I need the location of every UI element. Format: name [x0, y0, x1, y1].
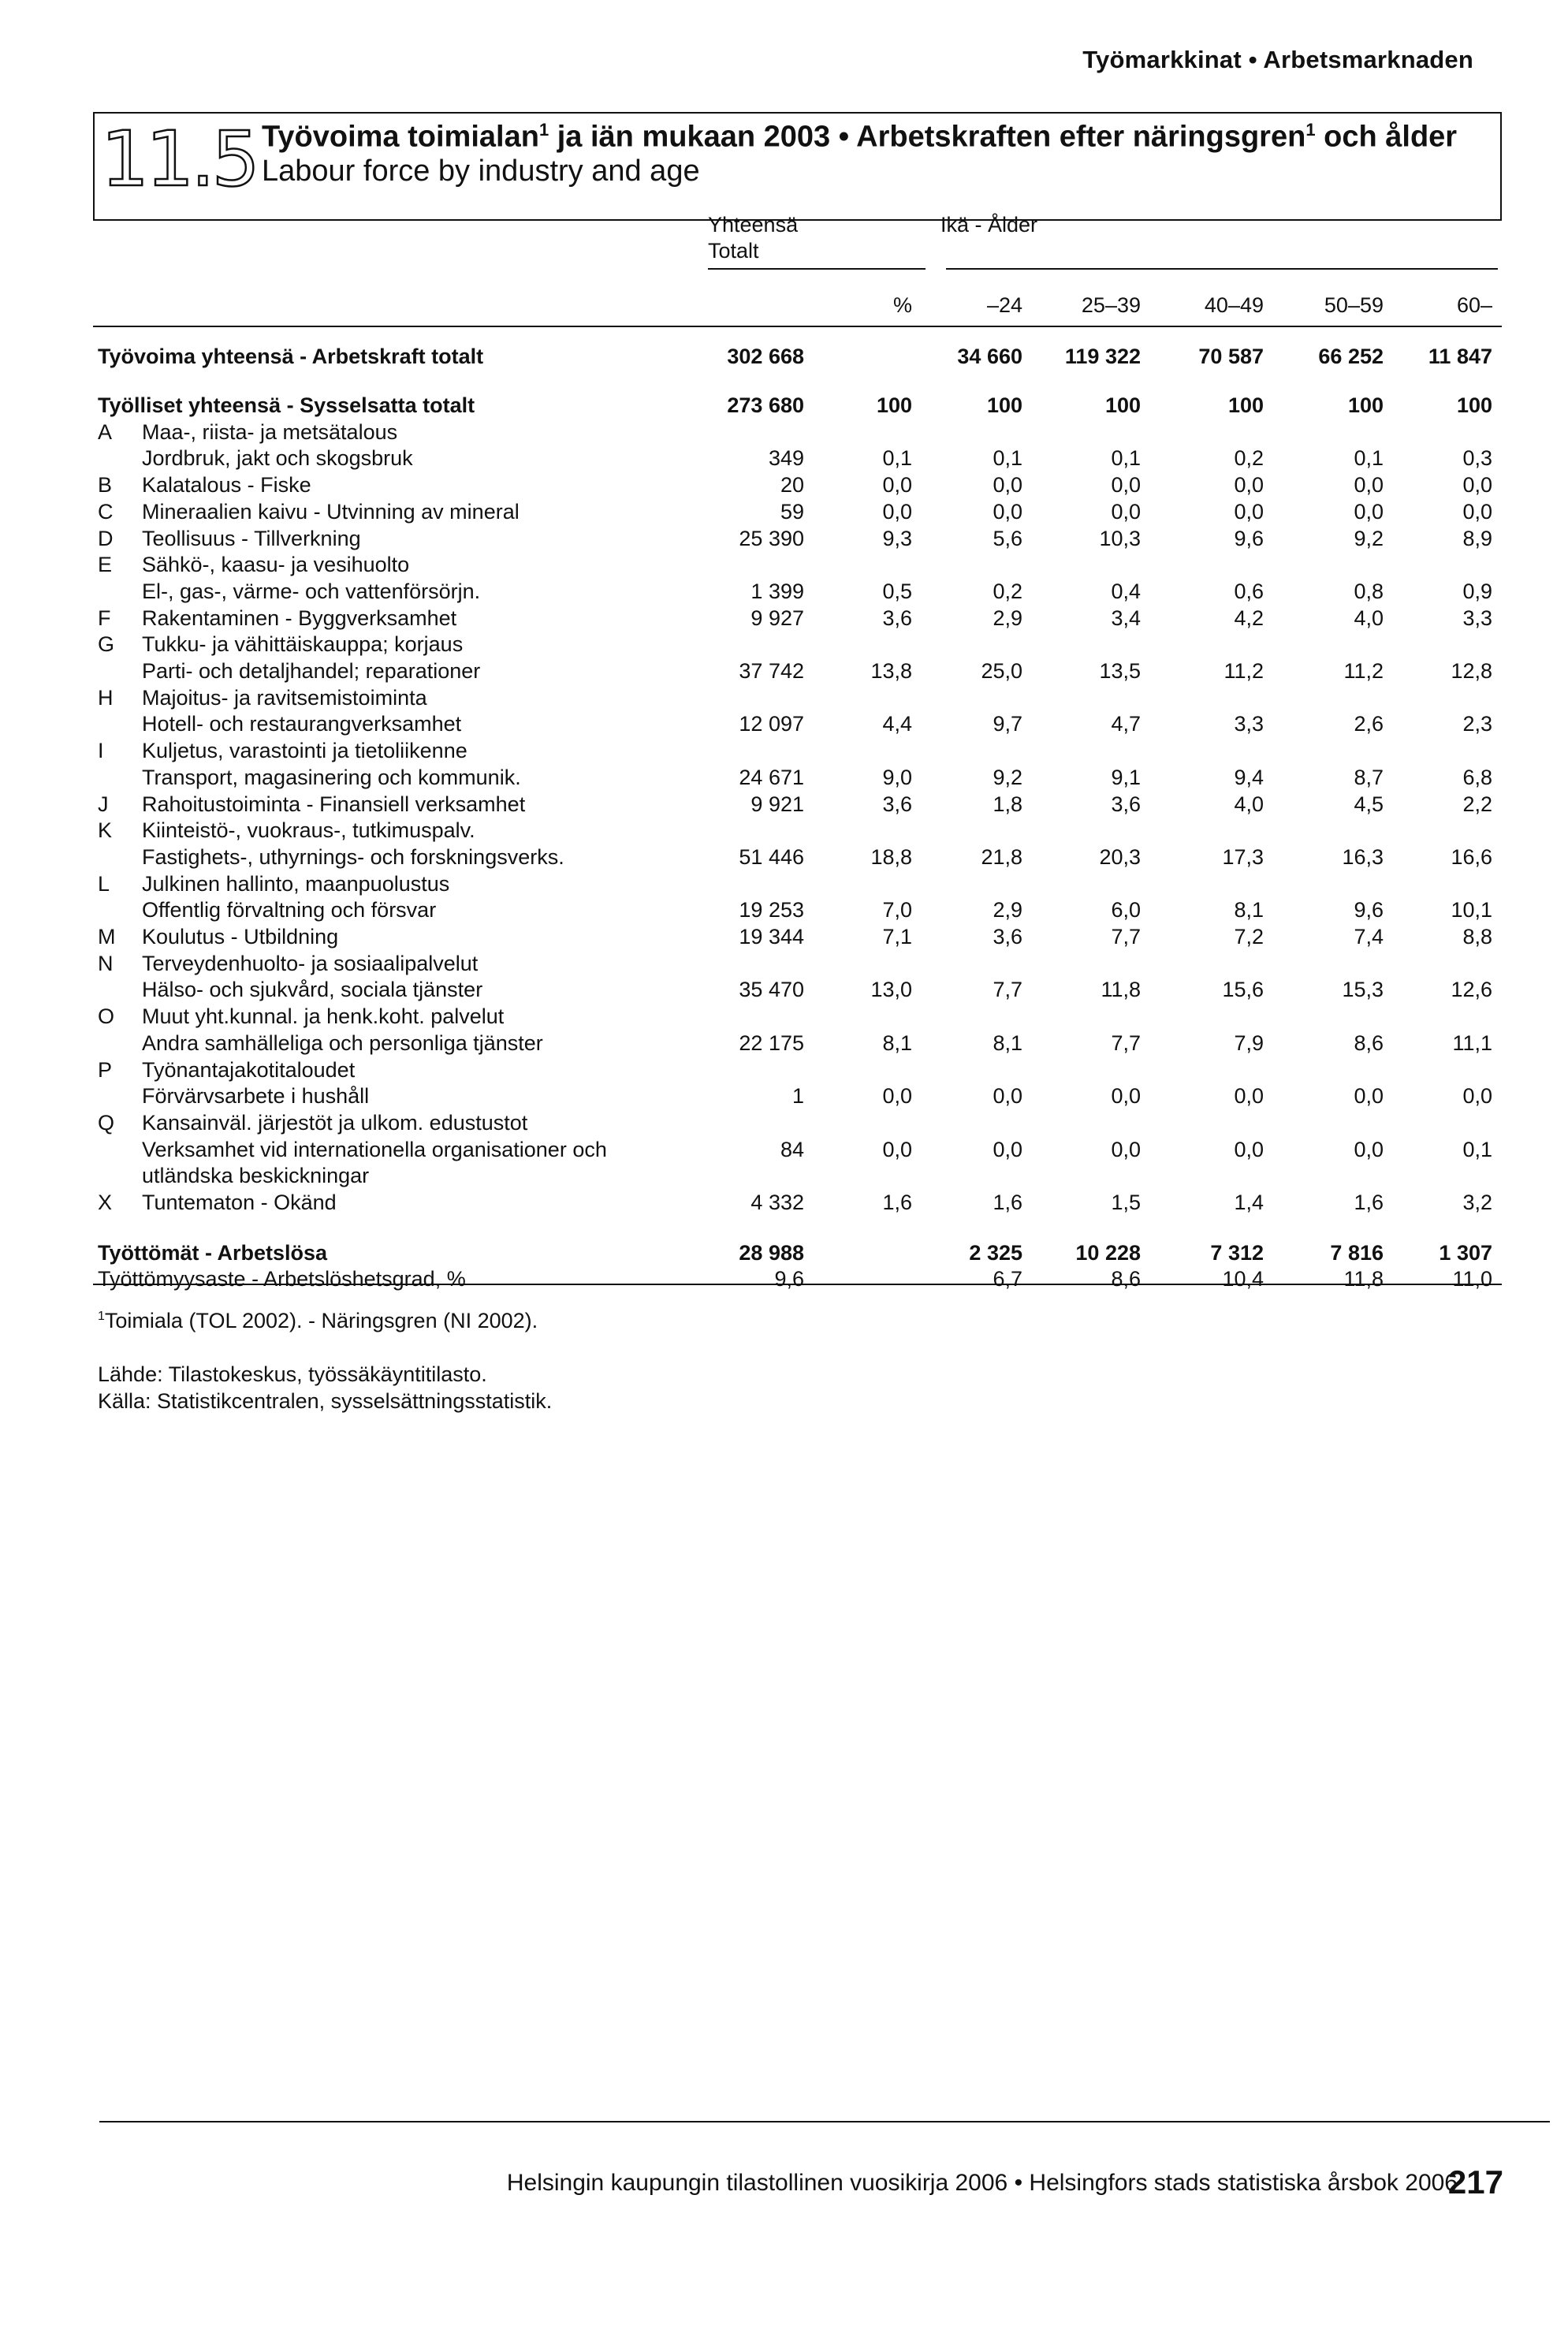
row-label: Julkinen hallinto, maanpuolustus: [142, 871, 450, 896]
industry-code: M: [98, 925, 116, 948]
table-cell: 0,5: [882, 579, 912, 603]
table-cell: 4 332: [750, 1191, 804, 1214]
table-cell: 4,5: [1354, 792, 1384, 816]
table-cell: 0,0: [1234, 473, 1264, 498]
title-part-2: ja iän mukaan 2003 • Arbetskraften efter näringsgren: [549, 120, 1306, 154]
table-cell: 7,7: [993, 978, 1022, 1002]
table-cell: 11,2: [1223, 659, 1264, 683]
table-row: [0, 527, 1568, 553]
table-cell: 15,6: [1222, 978, 1264, 1002]
row-label: Kuljetus, varastointi ja tietoliikenne: [142, 739, 467, 763]
table-row: [0, 1111, 1568, 1138]
table-cell: 11,2: [1343, 659, 1384, 683]
table-cell: 5,6: [993, 526, 1022, 550]
table-cell: 0,0: [882, 1137, 912, 1161]
row-label: Hälso- och sjukvård, sociala tjänster: [142, 978, 483, 1002]
industry-code: A: [98, 419, 113, 444]
table-cell: 7,4: [1354, 925, 1384, 948]
table-row: [0, 925, 1568, 952]
table-row: [0, 446, 1568, 473]
industry-code: X: [98, 1191, 113, 1214]
table-cell: 100: [1456, 393, 1492, 417]
table-cell: 1 399: [750, 579, 804, 603]
table-cell: 0,0: [1234, 1084, 1264, 1109]
title-footnote-mark-2: 1: [1305, 120, 1316, 140]
table-cell: 84: [780, 1137, 804, 1161]
footnote-mark: 1: [98, 1310, 105, 1323]
table-cell: 7,0: [882, 898, 912, 922]
table-row: [0, 1164, 1568, 1191]
table-cell: 273 680: [727, 393, 804, 417]
industry-code: B: [98, 473, 113, 498]
table-cell: 17,3: [1222, 844, 1264, 869]
table-cell: 6,8: [1462, 765, 1492, 789]
row-label: Työvoima yhteensä - Arbetskraft totalt: [98, 345, 484, 368]
table-cell: 9,1: [1111, 765, 1141, 789]
row-label: Transport, magasinering och kommunik.: [142, 765, 521, 789]
table-cell: 0,6: [1234, 579, 1264, 603]
table-cell: 10 228: [1075, 1240, 1141, 1265]
table-row: [0, 553, 1568, 580]
table-cell: 7,7: [1111, 1030, 1141, 1055]
table-cell: 0,0: [1462, 499, 1492, 524]
header-rule-total: [708, 268, 926, 270]
industry-code: I: [98, 739, 104, 763]
table-cell: 9,0: [882, 765, 912, 789]
industry-code: E: [98, 553, 113, 577]
table-row: [0, 345, 1568, 371]
row-label: Maa-, riista- ja metsätalous: [142, 419, 398, 444]
table-cell: 0,0: [1111, 1084, 1141, 1109]
table-cell: 8,1: [993, 1030, 1022, 1055]
column-header: 40–49: [1204, 293, 1264, 317]
table-cell: 37 742: [739, 659, 804, 683]
table-cell: 7,7: [1111, 925, 1141, 948]
table-row: [0, 872, 1568, 899]
table-cell: 9,4: [1234, 765, 1264, 789]
table-cell: 0,0: [1354, 499, 1384, 524]
table-row: [0, 420, 1568, 447]
table-cell: 11,0: [1452, 1267, 1492, 1291]
table-cell: 2,2: [1462, 792, 1492, 816]
table-row: [0, 739, 1568, 766]
table-cell: 11,8: [1343, 1267, 1384, 1291]
table-row: [0, 818, 1568, 845]
industry-code: N: [98, 951, 114, 975]
table-cell: 9,6: [1234, 526, 1264, 550]
table-cell: 11,1: [1452, 1030, 1492, 1055]
table-cell: 0,0: [1354, 473, 1384, 498]
table-cell: 8,6: [1354, 1030, 1384, 1055]
footer-rule: [99, 2121, 1550, 2122]
table-cell: 34 660: [957, 345, 1022, 368]
row-label: Tukku- ja vähittäiskauppa; korjaus: [142, 632, 464, 657]
table-cell: 35 470: [739, 978, 804, 1002]
industry-code: F: [98, 606, 111, 630]
table-cell: 100: [1104, 393, 1141, 417]
table-cell: 19 344: [739, 925, 804, 948]
row-label: Hotell- och restaurangverksamhet: [142, 712, 462, 736]
table-row: [0, 978, 1568, 1004]
table-cell: 0,0: [882, 473, 912, 498]
source-sv: Källa: Statistikcentralen, sysselsättningsstatistik.: [98, 1389, 553, 1413]
table-row: [0, 1267, 1568, 1294]
footer-text: Helsingin kaupungin tilastollinen vuosikirja 2006 • Helsingfors stads statistiska årsbok 2006: [506, 2170, 1458, 2196]
column-header: 25–39: [1081, 293, 1141, 317]
table-cell: 0,2: [1234, 446, 1264, 471]
row-label: Työlliset yhteensä - Sysselsatta totalt: [98, 393, 475, 417]
table-cell: 0,9: [1462, 579, 1492, 603]
column-header: %: [892, 293, 912, 317]
row-label: Työttömät - Arbetslösa: [98, 1240, 328, 1265]
table-cell: 13,5: [1099, 659, 1141, 683]
table-cell: 66 252: [1318, 345, 1384, 368]
industry-code: C: [98, 499, 114, 524]
table-cell: 100: [876, 393, 912, 417]
table-cell: 302 668: [727, 345, 804, 368]
table-cell: 119 322: [1064, 345, 1141, 368]
table-row: [0, 659, 1568, 686]
table-cell: 3,4: [1111, 606, 1141, 630]
table-row: [0, 845, 1568, 872]
footnote-text: Toimiala (TOL 2002). - Näringsgren (NI 2002).: [104, 1309, 538, 1332]
table-cell: 0,0: [993, 1137, 1022, 1161]
table-cell: 3,6: [882, 792, 912, 816]
table-cell: 3,6: [1111, 792, 1141, 816]
table-cell: 18,8: [870, 844, 912, 869]
title-part-3: och ålder: [1315, 120, 1458, 154]
row-label: Terveydenhuolto- ja sosiaalipalvelut: [142, 951, 479, 975]
table-row: [0, 766, 1568, 792]
title-part-1: Työvoima toimialan: [262, 120, 539, 154]
table-cell: 0,1: [882, 446, 912, 471]
table-row: [0, 1191, 1568, 1217]
table-cell: 4,2: [1234, 606, 1264, 630]
table-cell: 0,0: [1234, 499, 1264, 524]
header-total-sv: Totalt: [708, 239, 759, 263]
table-cell: 8,7: [1354, 765, 1384, 789]
row-label: Tuntematon - Okänd: [142, 1191, 337, 1214]
table-row: [0, 632, 1568, 659]
table-cell: 25,0: [981, 659, 1022, 683]
table-cell: 349: [768, 446, 804, 471]
row-label: Rakentaminen - Byggverksamhet: [142, 606, 457, 630]
table-cell: 0,8: [1354, 579, 1384, 603]
industry-code: G: [98, 632, 115, 657]
table-cell: 9,6: [1354, 898, 1384, 922]
row-label: Mineraalien kaivu - Utvinning av mineral: [142, 499, 520, 524]
table-cell: 100: [1227, 393, 1264, 417]
table-cell: 1: [791, 1084, 804, 1109]
table-cell: 24 671: [739, 765, 804, 789]
table-cell: 9,3: [882, 526, 912, 550]
page-number: 217: [1447, 2163, 1503, 2201]
running-header: Työmarkkinat • Arbetsmarknaden: [1082, 46, 1473, 73]
table-row: [0, 393, 1568, 420]
column-header: 50–59: [1324, 293, 1384, 317]
industry-code: P: [98, 1057, 113, 1082]
table-row: [0, 792, 1568, 819]
table-cell: 0,3: [1462, 446, 1492, 471]
table-cell: 20,3: [1099, 844, 1141, 869]
table-cell: 3,2: [1462, 1191, 1492, 1214]
table-cell: 0,1: [1462, 1137, 1492, 1161]
table-cell: 1 307: [1439, 1240, 1492, 1265]
table-cell: 12,8: [1451, 659, 1492, 683]
table-cell: 10,1: [1451, 898, 1492, 922]
footnote-industry: [98, 1309, 538, 1333]
table-cell: 9,7: [993, 712, 1022, 736]
table-cell: 10,4: [1222, 1267, 1264, 1291]
row-label: Fastighets-, uthyrnings- och forskningsverks.: [142, 844, 564, 869]
table-cell: 4,4: [882, 712, 912, 736]
table-cell: 9,2: [993, 765, 1022, 789]
table-cell: 2,6: [1354, 712, 1384, 736]
industry-code: J: [98, 792, 109, 816]
table-cell: 3,3: [1462, 606, 1492, 630]
table-cell: 0,1: [1354, 446, 1384, 471]
row-label: Kansainväl. järjestöt ja ulkom. edustustot: [142, 1110, 528, 1135]
table-cell: 7,9: [1234, 1030, 1264, 1055]
header-rule-age: [946, 268, 1498, 270]
table-row: [0, 1084, 1568, 1111]
table-cell: 1,6: [1354, 1191, 1384, 1214]
table-cell: 0,0: [882, 1084, 912, 1109]
table-cell: 8,1: [1234, 898, 1264, 922]
table-cell: 6,0: [1111, 898, 1141, 922]
row-label: Kalatalous - Fiske: [142, 473, 311, 498]
table-cell: 51 446: [739, 844, 804, 869]
table-cell: 7,1: [882, 925, 912, 948]
table-cell: 13,0: [870, 978, 912, 1002]
table-cell: 0,0: [993, 1084, 1022, 1109]
table-row: [0, 1058, 1568, 1085]
industry-code: K: [98, 818, 113, 843]
row-label: Työttömyysaste - Arbetslöshetsgrad, %: [98, 1267, 466, 1291]
table-cell: 0,4: [1111, 579, 1141, 603]
table-cell: 0,0: [1462, 1084, 1492, 1109]
table-row: [0, 500, 1568, 527]
table-cell: 3,6: [993, 925, 1022, 948]
table-cell: 9,2: [1354, 526, 1384, 550]
row-label: Andra samhälleliga och personliga tjänster: [142, 1030, 543, 1055]
table-row: [0, 686, 1568, 713]
row-label: Verksamhet vid internationella organisationer och: [142, 1137, 607, 1161]
table-cell: 2 325: [969, 1240, 1022, 1265]
table-cell: 13,8: [870, 659, 912, 683]
table-subtitle: Labour force by industry and age: [262, 155, 700, 188]
table-number: 11.5: [101, 115, 257, 203]
table-cell: 1,6: [882, 1191, 912, 1214]
table-cell: 21,8: [981, 844, 1022, 869]
table-cell: 0,0: [882, 499, 912, 524]
row-label: Majoitus- ja ravitsemistoiminta: [142, 685, 427, 710]
table-cell: 8,1: [882, 1030, 912, 1055]
table-row: [0, 473, 1568, 500]
header-age-group: Ikä - Ålder: [940, 213, 1038, 237]
table-cell: 3,3: [1234, 712, 1264, 736]
table-cell: 11,8: [1101, 978, 1141, 1002]
row-label: Parti- och detaljhandel; reparationer: [142, 659, 481, 683]
column-header: 60–: [1456, 293, 1492, 317]
table-cell: 20: [780, 473, 804, 498]
row-label: Koulutus - Utbildning: [142, 925, 339, 948]
table-cell: 10,3: [1099, 526, 1141, 550]
table-cell: 0,0: [993, 473, 1022, 498]
table-cell: 7 816: [1330, 1240, 1384, 1265]
table-cell: 0,1: [1111, 446, 1141, 471]
row-label: Rahoitustoiminta - Finansiell verksamhet: [142, 792, 526, 816]
table-cell: 100: [1347, 393, 1384, 417]
table-cell: 0,2: [993, 579, 1022, 603]
row-label: Offentlig förvaltning och försvar: [142, 898, 437, 922]
table-title-box: [93, 112, 1502, 221]
table-cell: 9 927: [750, 606, 804, 630]
row-label: El-, gas-, värme- och vattenförsörjn.: [142, 579, 481, 603]
table-cell: 8,8: [1462, 925, 1492, 948]
table-cell: 6,7: [993, 1267, 1022, 1291]
table-cell: 100: [986, 393, 1022, 417]
row-label: Työnantajakotitaloudet: [142, 1057, 356, 1082]
table-cell: 4,0: [1354, 606, 1384, 630]
table-cell: 15,3: [1342, 978, 1384, 1002]
table-cell: 7,2: [1234, 925, 1264, 948]
table-cell: 0,0: [1354, 1084, 1384, 1109]
table-cell: 12,6: [1451, 978, 1492, 1002]
table-cell: 2,9: [993, 606, 1022, 630]
table-cell: 0,1: [993, 446, 1022, 471]
table-cell: 9,6: [774, 1267, 804, 1291]
table-row: [0, 952, 1568, 978]
row-label: Kiinteistö-, vuokraus-, tutkimuspalv.: [142, 818, 475, 843]
table-row: [0, 712, 1568, 739]
table-cell: 0,0: [1234, 1137, 1264, 1161]
table-row: [0, 606, 1568, 633]
table-cell: 0,0: [1111, 473, 1141, 498]
industry-code: L: [98, 871, 110, 896]
table-title: [262, 120, 1457, 155]
row-label: Muut yht.kunnal. ja henk.koht. palvelut: [142, 1004, 505, 1029]
row-label: Teollisuus - Tillverkning: [142, 526, 361, 550]
table-cell: 8,6: [1111, 1267, 1141, 1291]
industry-code: O: [98, 1004, 115, 1029]
row-label: Jordbruk, jakt och skogsbruk: [142, 446, 413, 471]
table-cell: 1,5: [1111, 1191, 1141, 1214]
table-cell: 2,3: [1462, 712, 1492, 736]
table-cell: 3,6: [882, 606, 912, 630]
source-fi: Lähde: Tilastokeskus, työssäkäyntitilasto.: [98, 1362, 487, 1386]
table-cell: 59: [780, 499, 804, 524]
table-cell: 70 587: [1198, 345, 1264, 368]
industry-code: Q: [98, 1110, 115, 1135]
table-cell: 4,7: [1111, 712, 1141, 736]
industry-code: H: [98, 685, 114, 710]
table-cell: 16,3: [1342, 844, 1384, 869]
table-cell: 2,9: [993, 898, 1022, 922]
table-cell: 0,0: [1462, 473, 1492, 498]
header-total-fi: Yhteensä: [708, 213, 799, 237]
table-cell: 12 097: [739, 712, 804, 736]
table-cell: 0,0: [1111, 1137, 1141, 1161]
table-cell: 28 988: [739, 1240, 804, 1265]
column-header-row: [0, 293, 1568, 320]
table-cell: 16,6: [1451, 844, 1492, 869]
table-cell: 1,6: [993, 1191, 1022, 1214]
table-row: [0, 1138, 1568, 1165]
table-cell: 8,9: [1462, 526, 1492, 550]
table-cell: 0,0: [1111, 499, 1141, 524]
title-footnote-mark-1: 1: [538, 120, 549, 140]
row-label: Sähkö-, kaasu- ja vesihuolto: [142, 553, 410, 577]
table-cell: 0,0: [993, 499, 1022, 524]
row-label: utländska beskickningar: [142, 1164, 370, 1188]
table-row: [0, 1241, 1568, 1268]
table-cell: 25 390: [739, 526, 804, 550]
table-row: [0, 580, 1568, 606]
table-row: [0, 898, 1568, 925]
table-cell: 19 253: [739, 898, 804, 922]
table-cell: 7 312: [1210, 1240, 1264, 1265]
column-header: –24: [986, 293, 1022, 317]
table-row: [0, 1031, 1568, 1058]
table-cell: 9 921: [750, 792, 804, 816]
table-cell: 1,4: [1234, 1191, 1264, 1214]
table-cell: 0,0: [1354, 1137, 1384, 1161]
table-cell: 1,8: [993, 792, 1022, 816]
table-bottom-rule: [93, 1284, 1502, 1285]
row-label: Förvärvsarbete i hushåll: [142, 1084, 370, 1109]
table-cell: 4,0: [1234, 792, 1264, 816]
table-cell: 22 175: [739, 1030, 804, 1055]
header-bottom-rule: [93, 326, 1502, 327]
table-cell: 11 847: [1428, 345, 1492, 368]
industry-code: D: [98, 526, 114, 550]
table-row: [0, 1004, 1568, 1031]
